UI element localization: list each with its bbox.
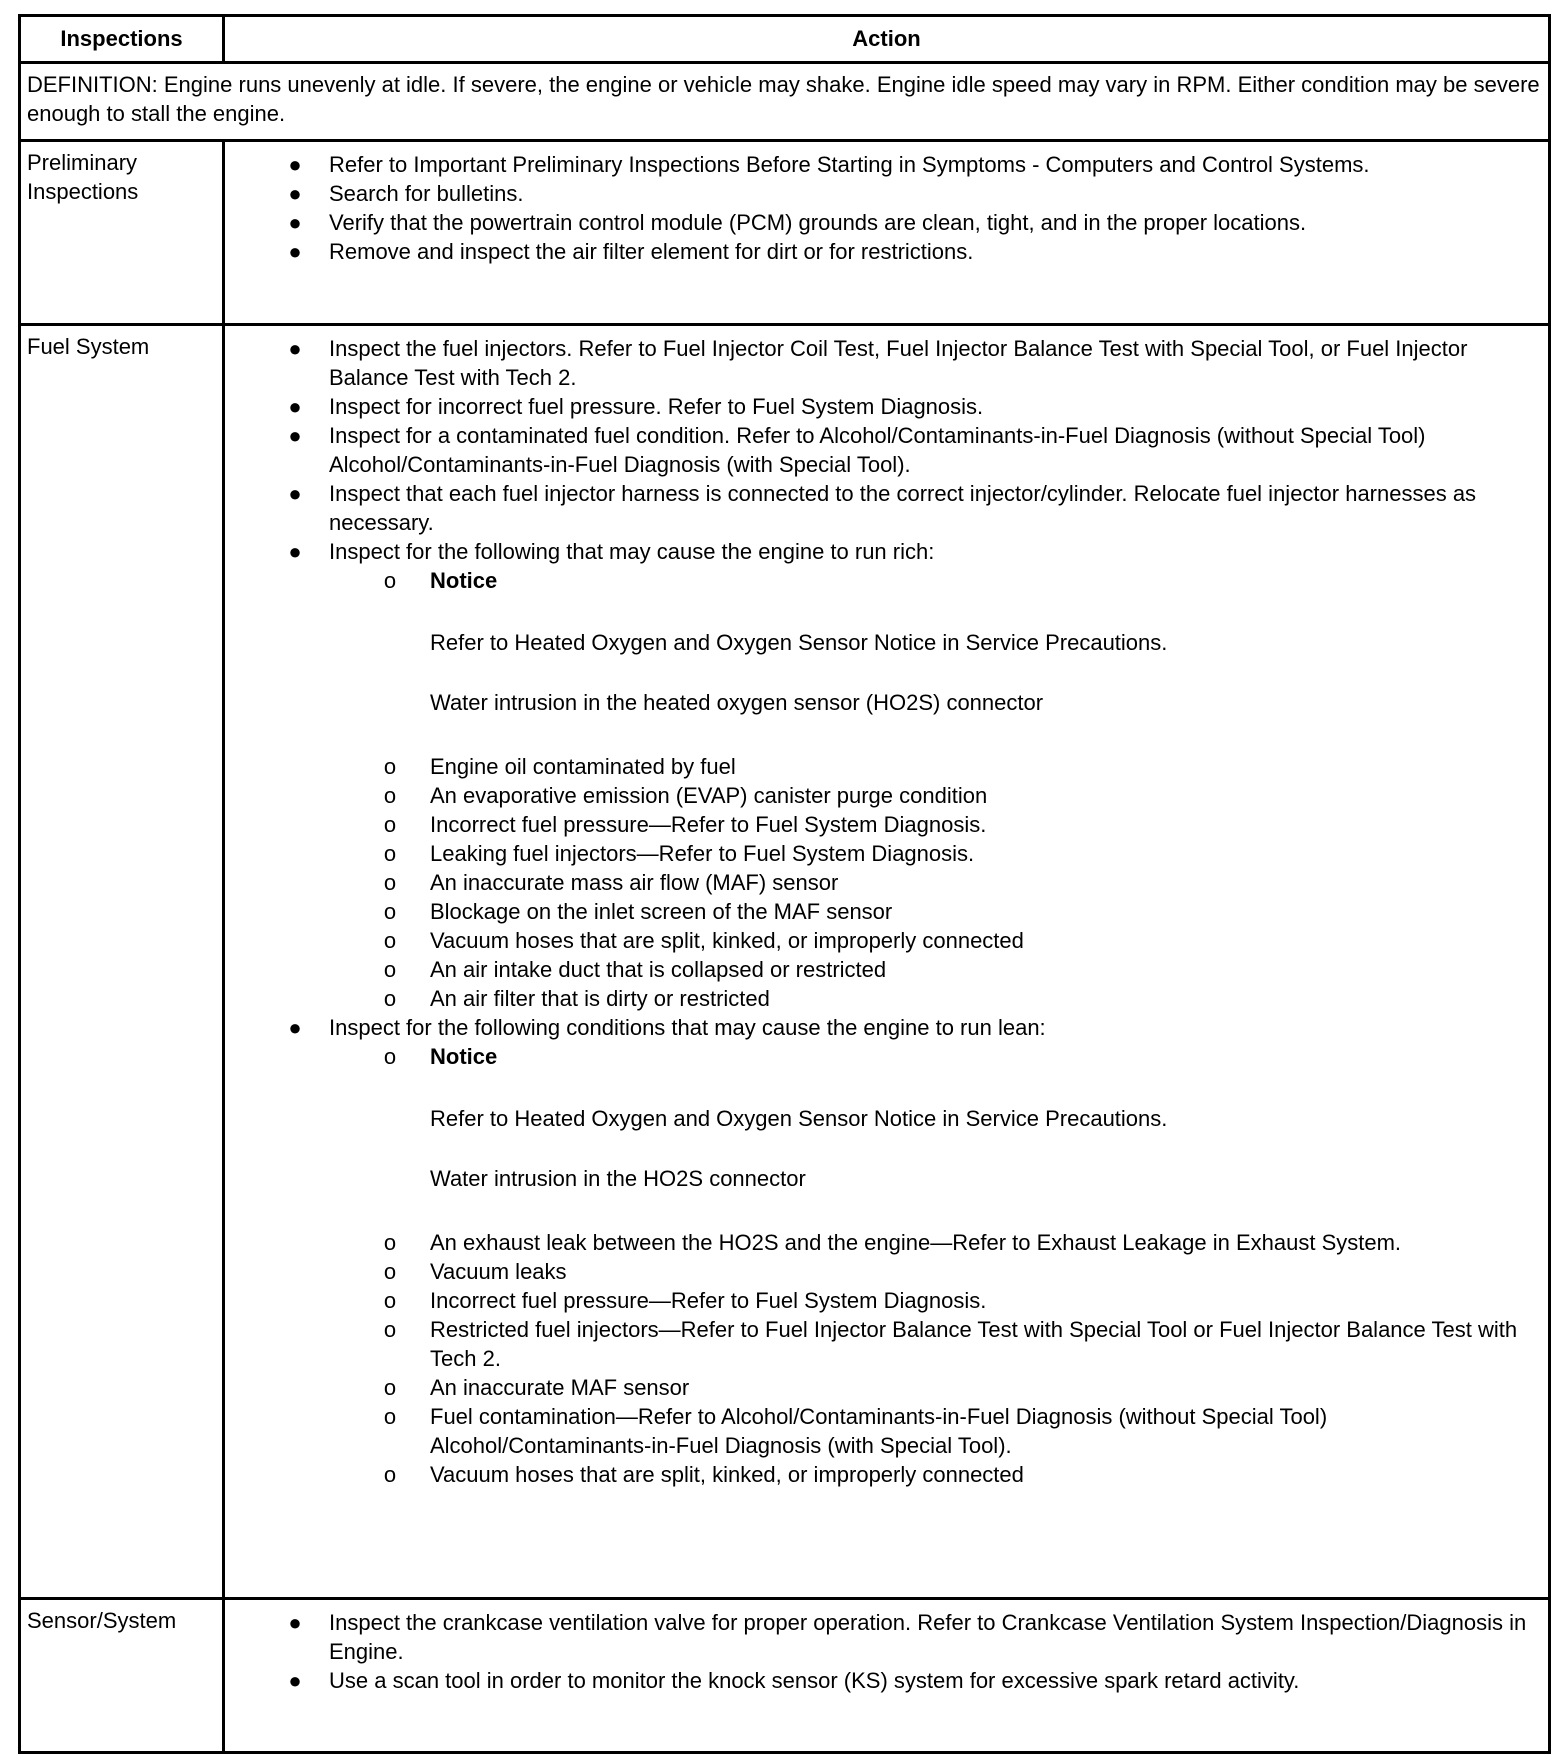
fuel-system-list bbox=[225, 334, 1538, 1489]
preliminary-list bbox=[225, 150, 1538, 266]
sensor-system-row bbox=[20, 1598, 1550, 1752]
sub-list-item-text: Blockage on the inlet screen of the MAF sensor bbox=[430, 899, 893, 925]
bullet-icon: ● bbox=[288, 1015, 302, 1041]
notice-text: Refer to Heated Oxygen and Oxygen Sensor Notice in Service Precautions. bbox=[430, 1106, 1168, 1132]
sub-list-item-text: An air filter that is dirty or restricted bbox=[430, 986, 770, 1012]
sub-list-item-text: Vacuum leaks bbox=[430, 1259, 567, 1285]
list-item bbox=[225, 237, 1538, 266]
sub-bullet-icon: o bbox=[383, 1288, 397, 1314]
sub-bullet-icon: o bbox=[383, 928, 397, 954]
rich-sublist bbox=[329, 566, 1538, 1013]
list-item-text: Inspect the fuel injectors. Refer to Fuel Injector Coil Test, Fuel Injector Balance Test with Special Tool, or Fuel Injector Balance Test with Tech 2. bbox=[329, 336, 1468, 391]
bullet-icon: ● bbox=[288, 1667, 302, 1693]
sub-list-item bbox=[225, 984, 1538, 1013]
sub-list-item-text: Vacuum hoses that are split, kinked, or improperly connected bbox=[430, 928, 1024, 954]
bullet-icon: ● bbox=[288, 180, 302, 206]
sub-list-item-text: Incorrect fuel pressure—Refer to Fuel System Diagnosis. bbox=[430, 812, 987, 838]
notice-item bbox=[225, 566, 1538, 717]
header-row bbox=[20, 16, 1550, 63]
sub-list-item bbox=[225, 1373, 1538, 1402]
preliminary-label: Preliminary Inspections bbox=[20, 140, 224, 325]
sub-bullet-icon: o bbox=[383, 1230, 397, 1256]
fuel-system-actions bbox=[224, 325, 1550, 1599]
rich-conditions-item bbox=[225, 537, 1538, 1013]
sub-list-item bbox=[225, 781, 1538, 810]
bullet-icon: ● bbox=[288, 336, 302, 362]
definition-text: DEFINITION: Engine runs unevenly at idle. If severe, the engine or vehicle may shake. Engine idle speed may vary in RPM. Either condition may be severe enough to stall the engine. bbox=[20, 62, 1550, 140]
sub-list-item bbox=[225, 810, 1538, 839]
list-item bbox=[225, 479, 1538, 537]
fuel-system-label: Fuel System bbox=[20, 325, 224, 1599]
sub-list-item bbox=[225, 868, 1538, 897]
sub-list-item bbox=[225, 1228, 1538, 1257]
bullet-icon: ● bbox=[288, 209, 302, 235]
sub-list-item-text: Vacuum hoses that are split, kinked, or improperly connected bbox=[430, 1462, 1024, 1488]
list-item-text: Inspect that each fuel injector harness is connected to the correct injector/cylinder. Relocate fuel injector harnesses as necessary. bbox=[329, 481, 1477, 536]
sub-bullet-icon: o bbox=[383, 841, 397, 867]
list-item bbox=[225, 392, 1538, 421]
sensor-system-label: Sensor/System bbox=[20, 1598, 224, 1752]
list-item-text: Refer to Important Preliminary Inspections Before Starting in Symptoms - Computers and Control Systems. bbox=[329, 151, 1370, 177]
sub-list-item-text: An exhaust leak between the HO2S and the engine—Refer to Exhaust Leakage in Exhaust System. bbox=[430, 1230, 1402, 1256]
notice-item bbox=[225, 1042, 1538, 1193]
sub-list-item-text: Leaking fuel injectors—Refer to Fuel System Diagnosis. bbox=[430, 841, 975, 867]
list-item-text: Verify that the powertrain control module (PCM) grounds are clean, tight, and in the proper locations. bbox=[329, 209, 1307, 235]
inspection-table bbox=[18, 14, 1551, 1754]
sub-list-item-text: An inaccurate MAF sensor bbox=[430, 1375, 690, 1401]
sub-bullet-icon: o bbox=[383, 1404, 397, 1430]
sub-bullet-icon: o bbox=[383, 1259, 397, 1285]
sub-list-item-text: An inaccurate mass air flow (MAF) sensor bbox=[430, 870, 839, 896]
sub-list-item bbox=[225, 1286, 1538, 1315]
bullet-icon: ● bbox=[288, 1609, 302, 1635]
sub-bullet-icon: o bbox=[383, 899, 397, 925]
sub-list-item bbox=[225, 1402, 1538, 1460]
definition-row bbox=[20, 62, 1550, 140]
sub-list-item bbox=[225, 955, 1538, 984]
sub-bullet-icon: o bbox=[383, 1462, 397, 1488]
list-item bbox=[225, 208, 1538, 237]
sub-list-item-text: Fuel contamination—Refer to Alcohol/Contaminants-in-Fuel Diagnosis (without Special Tool) Alcohol/Contaminants-in-Fuel Diagnosis (with Special Tool). bbox=[430, 1404, 1328, 1459]
sub-bullet-icon: o bbox=[383, 568, 397, 594]
bullet-icon: ● bbox=[288, 394, 302, 420]
sub-list-item bbox=[225, 1257, 1538, 1286]
list-item-text: Use a scan tool in order to monitor the knock sensor (KS) system for excessive spark retard activity. bbox=[329, 1667, 1300, 1693]
bullet-icon: ● bbox=[288, 423, 302, 449]
bullet-icon: ● bbox=[288, 539, 302, 565]
sub-list-item bbox=[225, 1315, 1538, 1373]
sub-list-item-text: Engine oil contaminated by fuel bbox=[430, 754, 736, 780]
sub-bullet-icon: o bbox=[383, 870, 397, 896]
rich-intro: Inspect for the following that may cause the engine to run rich: bbox=[329, 539, 935, 565]
lean-sublist bbox=[329, 1042, 1538, 1489]
lean-conditions-item bbox=[225, 1013, 1538, 1489]
sub-list-item bbox=[225, 926, 1538, 955]
list-item bbox=[225, 421, 1538, 479]
notice-title: Notice bbox=[430, 1044, 498, 1070]
notice-extra: Water intrusion in the heated oxygen sensor (HO2S) connector bbox=[430, 690, 1044, 716]
notice-extra: Water intrusion in the HO2S connector bbox=[430, 1166, 806, 1192]
sub-list-item-text: Incorrect fuel pressure—Refer to Fuel System Diagnosis. bbox=[430, 1288, 987, 1314]
sub-bullet-icon: o bbox=[383, 812, 397, 838]
preliminary-actions bbox=[224, 140, 1550, 325]
list-item bbox=[225, 334, 1538, 392]
sub-list-item-text: An air intake duct that is collapsed or restricted bbox=[430, 957, 887, 983]
list-item-text: Search for bulletins. bbox=[329, 180, 524, 206]
fuel-system-row bbox=[20, 325, 1550, 1599]
list-item bbox=[225, 150, 1538, 179]
sub-bullet-icon: o bbox=[383, 1375, 397, 1401]
list-item bbox=[225, 1608, 1538, 1666]
sub-bullet-icon: o bbox=[383, 754, 397, 780]
list-item-text: Inspect for incorrect fuel pressure. Refer to Fuel System Diagnosis. bbox=[329, 394, 984, 420]
sub-list-item-text: An evaporative emission (EVAP) canister purge condition bbox=[430, 783, 988, 809]
sub-list-item bbox=[225, 839, 1538, 868]
notice-title: Notice bbox=[430, 568, 498, 594]
bullet-icon: ● bbox=[288, 238, 302, 264]
preliminary-row bbox=[20, 140, 1550, 325]
sub-bullet-icon: o bbox=[383, 986, 397, 1012]
header-action: Action bbox=[224, 16, 1550, 63]
list-item bbox=[225, 1666, 1538, 1695]
lean-intro: Inspect for the following conditions that may cause the engine to run lean: bbox=[329, 1015, 1046, 1041]
sub-list-item bbox=[225, 1460, 1538, 1489]
bullet-icon: ● bbox=[288, 481, 302, 507]
sensor-system-actions bbox=[224, 1598, 1550, 1752]
sub-bullet-icon: o bbox=[383, 957, 397, 983]
sub-bullet-icon: o bbox=[383, 1317, 397, 1343]
list-item-text: Inspect for a contaminated fuel condition. Refer to Alcohol/Contaminants-in-Fuel Diagnosis (without Special Tool) Alcohol/Contaminants-in-Fuel Diagnosis (with Special Tool). bbox=[329, 423, 1426, 478]
list-item-text: Remove and inspect the air filter element for dirt or for restrictions. bbox=[329, 238, 974, 264]
sub-list-item-text: Restricted fuel injectors—Refer to Fuel Injector Balance Test with Special Tool or Fuel Injector Balance Test with Tech 2. bbox=[430, 1317, 1518, 1372]
list-item bbox=[225, 179, 1538, 208]
list-item-text: Inspect the crankcase ventilation valve for proper operation. Refer to Crankcase Ventilation System Inspection/Diagnosis in Engine. bbox=[329, 1609, 1527, 1664]
sensor-system-list bbox=[225, 1608, 1538, 1695]
notice-text: Refer to Heated Oxygen and Oxygen Sensor Notice in Service Precautions. bbox=[430, 630, 1168, 656]
bullet-icon: ● bbox=[288, 151, 302, 177]
sub-bullet-icon: o bbox=[383, 1044, 397, 1070]
sub-list-item bbox=[225, 752, 1538, 781]
sub-bullet-icon: o bbox=[383, 783, 397, 809]
header-inspections: Inspections bbox=[20, 16, 224, 63]
sub-list-item bbox=[225, 897, 1538, 926]
